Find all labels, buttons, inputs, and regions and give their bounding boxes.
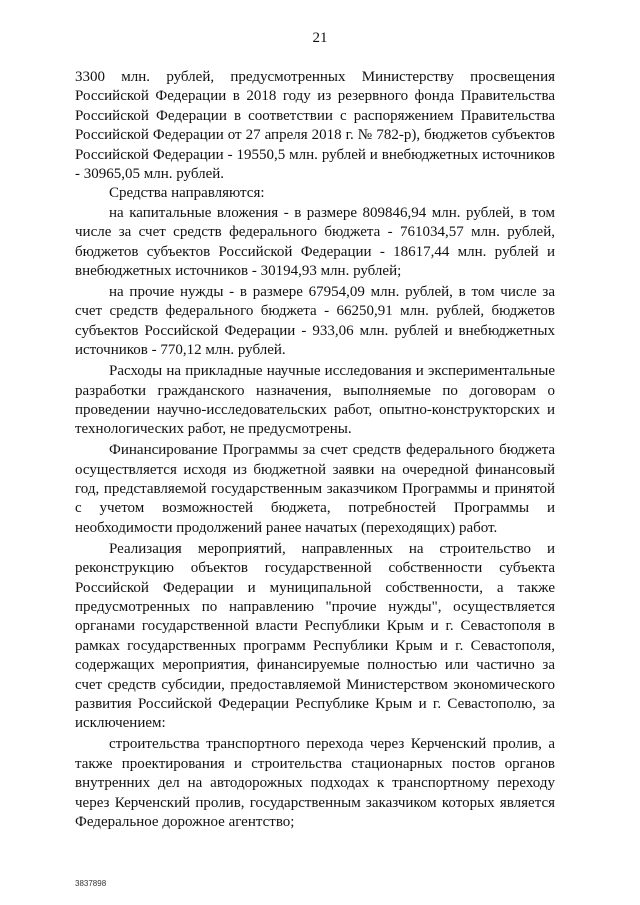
paragraph-kerch-crossing: строительства транспортного перехода через Керченский пролив, а также проектирования и строительства стационарных постов органов внутренних дел на автодорожных подходах к транспортному переходу через Керченский пролив, государственным заказчиком которых является Федеральное дорожное агентство; [75, 736, 555, 830]
paragraph-capital-investments: на капитальные вложения - в размере 809846,94 млн. рублей, в том числе за счет средств федерального бюджета - 761034,57 млн. рублей, бюджетов субъектов Российской Федерации - 18617,44 млн. рублей и внебюджетных источников - 30194,93 млн. рублей; [75, 204, 555, 280]
paragraph-implementation: Реализация мероприятий, направленных на строительство и реконструкцию объектов государственной собственности субъекта Российской Федерации и муниципальной собственности, а также предусмотренных по направлению "прочие нужды", осуществляется органами государственной власти Республики Крым и г. Севастополя в рамках государственных программ Республики Крым и г. Севастополя, содержащих мероприятия, финансируемые полностью или частично за счет средств субсидии, предоставляемой Министерством экономического развития Российской Федерации Республике Крым и г. Севастополю, за исключением: [75, 540, 555, 732]
paragraph-other-needs: на прочие нужды - в размере 67954,09 млн. рублей, в том числе за счет средств федерального бюджета - 66250,91 млн. рублей, бюджетов субъектов Российской Федерации - 933,06 млн. рублей и внебюджетных источников - 770,12 млн. рублей. [75, 283, 555, 359]
paragraph-funds-directed: Средства направляются: [109, 185, 265, 202]
paragraph-research-expenses: Расходы на прикладные научные исследования и экспериментальные разработки гражданского назначения, выполняемые по договорам о проведении научно-исследовательских работ, опытно-конструкторских и технологических работ, не предусмотрены. [75, 363, 555, 438]
paragraph-federal-financing: Финансирование Программы за счет средств федерального бюджета осуществляется исходя из бюджетной заявки на очередной финансовый год, представляемой государственным заказчиком Программы и принятой с учетом возможностей бюджета, потребностей Программы и необходимости продолжений ранее начатых (переходящих) работ. [75, 442, 555, 536]
page-number: 21 [312, 30, 328, 46]
document-body [75, 68, 555, 832]
paragraph-funding-sources: 3300 млн. рублей, предусмотренных Министерству просвещения Российской Федерации в 2018 году из резервного фонда Правительства Российской Федерации в соответствии с распоряжением Правительства Российской Федерации от 27 апреля 2018 г. № 782-р), бюджетов субъектов Российской Федерации - 19550,5 млн. рублей и внебюджетных источников - 30965,05 млн. рублей. [75, 69, 555, 183]
document-id: 3837898 [75, 879, 107, 888]
